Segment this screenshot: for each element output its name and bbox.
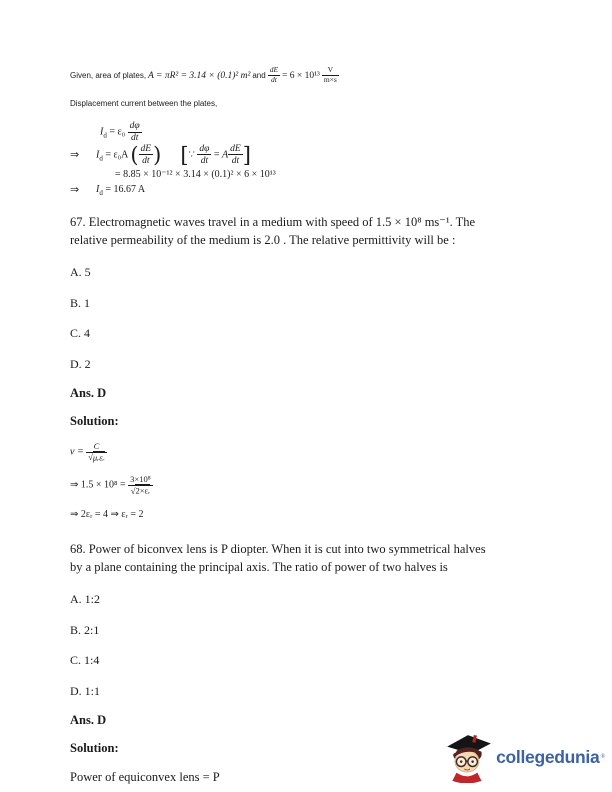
question-68-line-1: 68. Power of biconvex lens is P diopter. When it is cut into two symmetrical halves (70, 541, 486, 556)
q68-option-a: A. 1:2 (70, 592, 100, 607)
q67-solution-label: Solution: (70, 413, 119, 428)
speed-fraction: $\frac{\text{3×10⁸}}{\text{√2×εᵣ}}$ (130, 474, 151, 496)
left-paren: ( (130, 142, 139, 167)
q68-option-b: B. 2:1 (70, 622, 100, 637)
derivation-line-1: $I_d = \varepsilon_0$ $\frac{d\varphi}{dt}$ (100, 121, 140, 144)
dE-dt-fraction: $\frac{dE}{dt}$ (269, 65, 279, 85)
registered-mark: ® (600, 754, 605, 760)
dphi-dt-fraction: $\frac{d\varphi}{dt}$ (199, 143, 210, 166)
derivation-line-3: = 8.85 × 10⁻¹² × 3.14 × (0.1)² × 6 × 10¹³ (115, 169, 276, 181)
displacement-line: Displacement current between the plates, (70, 99, 218, 109)
derivation-line-4: ⇒ $I_d = 16.67$ A (70, 183, 146, 197)
sqrt-symbol: √ (130, 485, 136, 496)
q67-option-a: A. 5 (70, 265, 91, 280)
given-math: A = πR² = 3.14 × (0.1)² m² (148, 71, 251, 82)
q67-answer: Ans. D (70, 385, 107, 400)
q67-option-c: C. 4 (70, 326, 91, 341)
right-paren: ) (153, 142, 162, 167)
sol67-line-3: ⇒ 2εᵣ = 4 ⇒ εᵣ = 2 (70, 508, 144, 520)
q67-option-d: D. 2 (70, 356, 91, 371)
dE-dt-fraction: $\frac{dE}{dt}$ (140, 143, 152, 166)
sqrt-symbol: √ (88, 452, 93, 463)
implies-arrow: ⇒ (70, 184, 80, 197)
q68-answer: Ans. D (70, 712, 107, 727)
sol67-line-2: ⇒ 1.5 × 10⁸ = $\frac{\text{3×10⁸}}{\text{√2×εᵣ}}$ (70, 474, 151, 496)
math-derivation (70, 121, 550, 197)
question-68 (70, 540, 550, 577)
dphi-dt-fraction: $\frac{d\varphi}{dt}$ (129, 121, 140, 144)
q68-option-d: D. 1:1 (70, 683, 100, 698)
page-content (70, 66, 550, 785)
q68-solution-text: Power of equiconvex lens = P (70, 769, 220, 784)
question-67 (70, 213, 550, 250)
volt-per-ms-fraction: $\frac{V}{m\times s}$ (323, 65, 337, 85)
given-prefix: Given, area of plates, (70, 71, 147, 81)
because-symbol: ∵ (188, 149, 195, 161)
question-67-line-2: relative permeability of the medium is 2.0 . The relative permittivity will be : (70, 233, 456, 248)
brand-text: collegedunia (496, 746, 600, 767)
q67-solution-math (70, 442, 550, 520)
q68-solution-label: Solution: (70, 740, 119, 755)
given-and: and (252, 71, 266, 81)
right-bracket: ] (242, 142, 251, 167)
question-67-line-1: 67. Electromagnetic waves travel in a medium with speed of 1.5 × 10⁸ ms⁻¹. The (70, 214, 476, 229)
given-equals: = 6 × 10¹³ (282, 71, 320, 82)
v-fraction: $\frac{C}{\text{√μᵣεᵣ}}$ (88, 440, 105, 463)
brand-logo (444, 731, 605, 783)
left-bracket: [ (180, 142, 189, 167)
sol67-line-1: v = $\frac{C}{\text{√μᵣεᵣ}}$ (70, 440, 105, 463)
implies-arrow: ⇒ (70, 149, 80, 162)
derivation-line-2: ⇒ $I_d = \varepsilon_0A$ ( $\frac{dE}{dt}$ ) [∵ $\frac{d\varphi}{dt}$ = A $\frac{dE}{dt}$ ] (70, 142, 251, 167)
q67-option-b: B. 1 (70, 295, 91, 310)
mascot-icon (444, 731, 494, 783)
given-line (70, 66, 550, 84)
q68-option-c: C. 1:4 (70, 653, 100, 668)
dE-dt-fraction: $\frac{dE}{dt}$ (230, 143, 241, 166)
question-68-line-2: by a plane containing the principal axis. The ratio of power of two halves is (70, 560, 448, 575)
